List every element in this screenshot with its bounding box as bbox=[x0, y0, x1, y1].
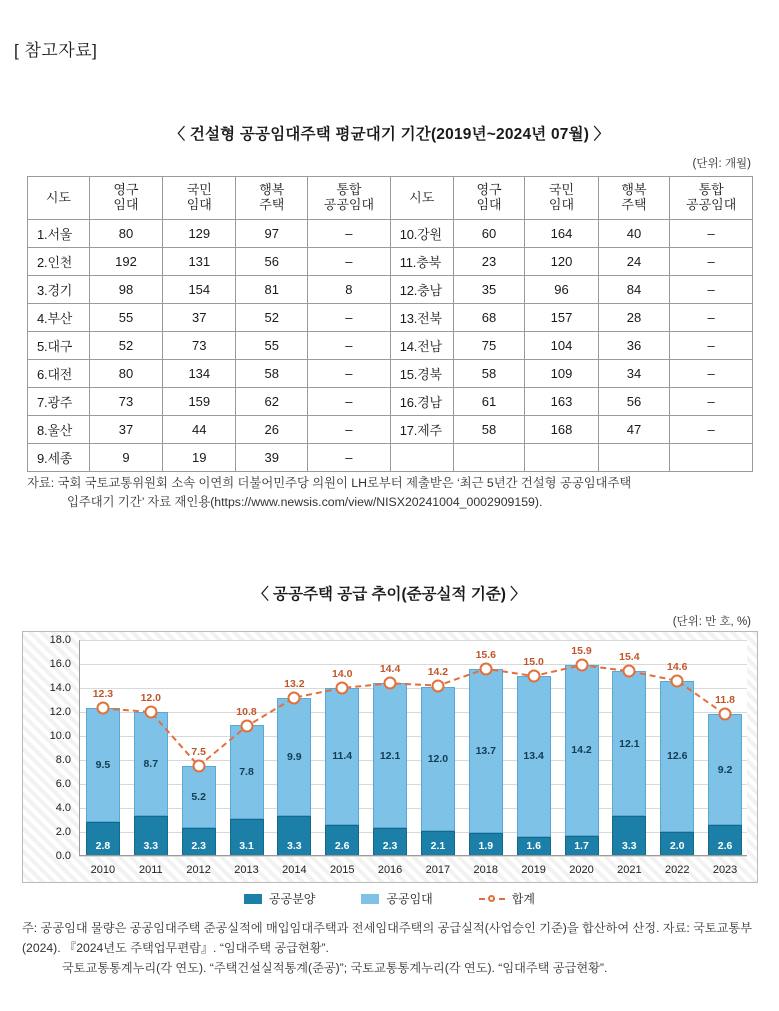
chart-bar-label-public-rental: 9.9 bbox=[287, 751, 302, 763]
chart-total-point bbox=[240, 720, 253, 733]
chart-title: 〈 공공주택 공급 추이(준공실적 기준) 〉 bbox=[253, 586, 526, 603]
chart-total-label: 7.5 bbox=[191, 746, 206, 758]
cell-region-left: 5.대구 bbox=[28, 332, 90, 360]
chart-y-tick-label: 8.0 bbox=[55, 754, 71, 766]
chart-total-label: 12.3 bbox=[92, 688, 114, 701]
chart-total-label: 11.8 bbox=[715, 694, 735, 707]
cell-permanent-right: 23 bbox=[453, 248, 525, 276]
chart-x-tick-label: 2020 bbox=[569, 864, 594, 876]
cell-permanent-right: 60 bbox=[453, 220, 525, 248]
col-header-permanent-left bbox=[89, 177, 162, 220]
cell-happy-left: 52 bbox=[236, 304, 308, 332]
cell-permanent-right: 75 bbox=[453, 332, 525, 360]
cell-happy-left: 62 bbox=[236, 388, 308, 416]
cell-national-left: 44 bbox=[163, 416, 236, 444]
chart-total-point bbox=[288, 691, 301, 704]
cell-national-right: 164 bbox=[525, 220, 598, 248]
legend-label-public-sale: 공공분양 bbox=[269, 892, 316, 906]
chart-x-tick-label: 2015 bbox=[329, 864, 355, 876]
chart-unit-note: (단위: 만 호, %) bbox=[672, 616, 751, 628]
chart-total-point bbox=[719, 708, 732, 721]
cell-permanent-left: 192 bbox=[89, 248, 162, 276]
cell-region-left: 2.인천 bbox=[28, 248, 90, 276]
chart-y-tick-label: 16.0 bbox=[49, 658, 71, 670]
chart-bar-label-public-sale: 1.7 bbox=[574, 840, 589, 852]
cell-region-left: 3.경기 bbox=[28, 276, 90, 304]
col-header-permanent-left-l2: 임대 bbox=[113, 197, 139, 212]
cell-region-left: 1.서울 bbox=[28, 220, 90, 248]
chart-total-point bbox=[479, 662, 492, 675]
table-row bbox=[28, 416, 753, 444]
chart-y-tick-label: 12.0 bbox=[49, 706, 71, 718]
cell-region-right: 17.제주 bbox=[390, 416, 453, 444]
cell-permanent-right: 35 bbox=[453, 276, 525, 304]
chart-bar-label-public-sale: 2.3 bbox=[191, 840, 206, 852]
cell-region-left: 7.광주 bbox=[28, 388, 90, 416]
cell-region-left: 4.부산 bbox=[28, 304, 90, 332]
cell-national-right: 168 bbox=[525, 416, 598, 444]
chart-bar-label-public-sale: 2.0 bbox=[669, 840, 685, 852]
cell-happy-left: 39 bbox=[236, 444, 308, 472]
table-row bbox=[28, 332, 753, 360]
col-header-happy-left-l1: 행복 bbox=[259, 182, 285, 198]
chart-total-label: 14.0 bbox=[331, 668, 353, 680]
cell-integrated-right: – bbox=[670, 332, 753, 360]
cell-national-right bbox=[525, 444, 598, 472]
chart-bar-label-public-sale: 2.1 bbox=[430, 840, 446, 852]
cell-national-right: 96 bbox=[525, 276, 598, 304]
legend-label-public-rental: 공공임대 bbox=[386, 892, 433, 906]
col-header-permanent-right-l2: 임대 bbox=[476, 197, 502, 212]
chart-y-tick-label: 10.0 bbox=[49, 730, 71, 742]
cell-permanent-left: 98 bbox=[89, 276, 162, 304]
cell-region-right: 11.충북 bbox=[390, 248, 453, 276]
cell-happy-right: 40 bbox=[598, 220, 670, 248]
cell-region-right: 12.충남 bbox=[390, 276, 453, 304]
chart-total-label: 14.4 bbox=[379, 663, 401, 676]
cell-region-left: 8.울산 bbox=[28, 416, 90, 444]
chart-bar-label-public-sale: 2.8 bbox=[95, 840, 111, 852]
cell-region-right: 13.전북 bbox=[390, 304, 453, 332]
col-header-integrated-right-l2: 공공임대 bbox=[686, 197, 737, 212]
chart-total-label: 13.2 bbox=[284, 677, 305, 690]
col-header-integrated-left-l1: 통합 bbox=[336, 182, 362, 198]
col-header-happy-right-l1: 행복 bbox=[621, 182, 647, 198]
cell-integrated-left: – bbox=[308, 220, 391, 248]
chart-y-tick-label: 18.0 bbox=[49, 634, 71, 646]
col-header-integrated-right-l1: 통합 bbox=[698, 182, 724, 198]
cell-integrated-left: 8 bbox=[308, 276, 391, 304]
table-source-line2: 입주대기 기간’ 자료 재인용(https://www.newsis.com/view/NISX20241004_0002909159). bbox=[67, 495, 543, 510]
chart-bar-label-public-rental: 14.2 bbox=[571, 744, 592, 757]
chart-total-point bbox=[96, 702, 109, 715]
cell-integrated-right: – bbox=[670, 360, 753, 388]
col-header-integrated-right bbox=[670, 177, 753, 220]
chart-total-label: 15.9 bbox=[571, 645, 592, 658]
col-header-national-left-l2: 임대 bbox=[186, 197, 212, 212]
cell-integrated-right: – bbox=[670, 276, 753, 304]
document-label: [ 참고자료] bbox=[14, 41, 98, 60]
chart-total-point bbox=[623, 665, 636, 678]
legend-label-total: 합계 bbox=[511, 892, 535, 906]
chart-bar-label-public-rental: 7.8 bbox=[239, 766, 254, 779]
legend-item-total bbox=[479, 890, 535, 907]
chart-bar-label-public-rental: 9.5 bbox=[95, 759, 111, 772]
cell-happy-left: 81 bbox=[236, 276, 308, 304]
cell-integrated-right: – bbox=[670, 220, 753, 248]
cell-permanent-left: 9 bbox=[89, 444, 162, 472]
chart-x-tick-label: 2017 bbox=[425, 864, 451, 876]
chart-x-axis bbox=[79, 855, 747, 856]
chart-bar-label-public-sale: 2.6 bbox=[334, 840, 350, 852]
chart-bar-label-public-rental: 12.0 bbox=[427, 752, 449, 765]
chart-plot-area bbox=[79, 640, 747, 856]
chart-y-tick-label: 2.0 bbox=[55, 826, 71, 838]
chart-total-point bbox=[527, 670, 540, 683]
col-header-national-right-l2: 임대 bbox=[548, 197, 575, 212]
chart-x-tick-label: 2010 bbox=[90, 864, 116, 876]
chart-total-point bbox=[144, 706, 157, 719]
col-header-happy-right-l2: 주택 bbox=[621, 197, 647, 212]
cell-permanent-left: 73 bbox=[89, 388, 162, 416]
cell-happy-left: 55 bbox=[236, 332, 308, 360]
chart-note-line2: 자료: 국토교통부(2024). 『2024년도 주택업무편람』. “임대주택 공급현황”. bbox=[22, 921, 752, 956]
col-header-national-right-l1: 국민 bbox=[548, 182, 575, 198]
cell-national-right: 120 bbox=[525, 248, 598, 276]
chart-bar-label-public-sale: 3.3 bbox=[287, 840, 302, 852]
chart-y-tick-label: 0.0 bbox=[55, 850, 71, 862]
table-row bbox=[28, 304, 753, 332]
chart-total-label: 14.6 bbox=[666, 660, 688, 673]
chart-footnotes bbox=[22, 918, 758, 978]
chart-x-tick-label: 2023 bbox=[712, 864, 738, 876]
table-unit-note: (단위: 개월) bbox=[692, 158, 751, 170]
legend-swatch-public-rental-icon bbox=[361, 894, 379, 904]
cell-happy-right: 24 bbox=[598, 248, 670, 276]
cell-happy-right: 28 bbox=[598, 304, 670, 332]
chart-bar-label-public-rental: 12.1 bbox=[379, 749, 401, 762]
chart-x-tick-label: 2019 bbox=[521, 864, 546, 876]
chart-note-line3: 국토교통통계누리(각 연도). “주택건설실적통계(준공)”; 국토교통통계누리(각 연도). “임대주택 공급현황”. bbox=[62, 961, 608, 976]
cell-permanent-right: 61 bbox=[453, 388, 525, 416]
legend-item-public-rental bbox=[361, 890, 432, 907]
col-header-national-right bbox=[525, 177, 598, 220]
chart-bar-label-public-sale: 1.9 bbox=[478, 840, 494, 852]
cell-permanent-left: 80 bbox=[89, 220, 162, 248]
cell-region-right bbox=[390, 444, 453, 472]
chart-total-label: 10.8 bbox=[236, 706, 257, 719]
chart-y-axis bbox=[79, 640, 80, 856]
cell-national-left: 154 bbox=[163, 276, 236, 304]
chart-x-tick-label: 2013 bbox=[234, 864, 259, 876]
cell-national-left: 131 bbox=[163, 248, 236, 276]
cell-region-left: 9.세종 bbox=[28, 444, 90, 472]
cell-region-right: 15.경북 bbox=[390, 360, 453, 388]
cell-national-left: 37 bbox=[163, 304, 236, 332]
table-row bbox=[28, 276, 753, 304]
cell-national-right: 109 bbox=[525, 360, 598, 388]
chart-total-point bbox=[671, 674, 684, 687]
cell-permanent-left: 80 bbox=[89, 360, 162, 388]
cell-permanent-left: 52 bbox=[89, 332, 162, 360]
cell-happy-right: 36 bbox=[598, 332, 670, 360]
col-header-permanent-left-l1: 영구 bbox=[113, 182, 139, 198]
col-header-integrated-left bbox=[308, 177, 391, 220]
cell-integrated-left: – bbox=[308, 416, 391, 444]
cell-region-right: 14.전남 bbox=[390, 332, 453, 360]
col-header-region-right: 시도 bbox=[390, 177, 453, 220]
cell-permanent-left: 37 bbox=[89, 416, 162, 444]
cell-happy-left: 97 bbox=[236, 220, 308, 248]
cell-permanent-right: 58 bbox=[453, 360, 525, 388]
cell-integrated-right: – bbox=[670, 304, 753, 332]
cell-national-right: 104 bbox=[525, 332, 598, 360]
col-header-region-left: 시도 bbox=[28, 177, 90, 220]
chart-bar-label-public-sale: 2.3 bbox=[382, 840, 398, 852]
chart-note-line1: 주: 공공임대 물량은 공공임대주택 준공실적에 매입임대주택과 전세임대주택의 공급실적(사업승인 기준)을 합산하여 산정. bbox=[22, 921, 660, 935]
chart-bar-label-public-rental: 13.7 bbox=[475, 745, 496, 757]
public-housing-supply-chart bbox=[22, 631, 758, 883]
chart-total-line bbox=[79, 640, 749, 856]
cell-permanent-right: 58 bbox=[453, 416, 525, 444]
cell-region-left: 6.대전 bbox=[28, 360, 90, 388]
table-row bbox=[28, 360, 753, 388]
chart-y-tick-label: 6.0 bbox=[55, 778, 71, 790]
cell-integrated-left: – bbox=[308, 248, 391, 276]
chart-total-label: 15.6 bbox=[475, 648, 496, 661]
cell-national-left: 134 bbox=[163, 360, 236, 388]
legend-item-public-sale bbox=[244, 890, 315, 907]
table-source-note bbox=[27, 474, 753, 512]
waiting-period-table bbox=[27, 176, 753, 472]
cell-national-right: 163 bbox=[525, 388, 598, 416]
cell-integrated-left: – bbox=[308, 332, 391, 360]
cell-happy-left: 26 bbox=[236, 416, 308, 444]
chart-total-point bbox=[192, 760, 205, 773]
chart-bar-label-public-rental: 12.1 bbox=[619, 737, 640, 750]
cell-national-right: 157 bbox=[525, 304, 598, 332]
chart-total-label: 14.2 bbox=[427, 665, 449, 678]
col-header-integrated-left-l2: 공공임대 bbox=[323, 197, 374, 212]
chart-total-label: 15.0 bbox=[523, 656, 544, 668]
chart-x-tick-label: 2011 bbox=[138, 864, 163, 876]
col-header-happy-left-l2: 주택 bbox=[259, 197, 285, 212]
chart-bar-label-public-sale: 3.3 bbox=[143, 840, 159, 852]
table-source-line1: 자료: 국회 국토교통위원회 소속 이연희 더불어민주당 의원이 LH로부터 제출받은 ‘최근 5년간 건설형 공공임대주택 bbox=[27, 476, 632, 490]
chart-total-label: 15.4 bbox=[619, 651, 640, 664]
cell-happy-right bbox=[598, 444, 670, 472]
cell-integrated-left: – bbox=[308, 444, 391, 472]
chart-bar-label-public-rental: 8.7 bbox=[143, 758, 159, 771]
chart-x-tick-label: 2014 bbox=[282, 864, 307, 876]
chart-bar-label-public-rental: 9.2 bbox=[717, 763, 733, 776]
col-header-national-left bbox=[163, 177, 236, 220]
col-header-happy-left bbox=[236, 177, 308, 220]
chart-bar-label-public-rental: 12.6 bbox=[666, 750, 688, 763]
cell-national-left: 19 bbox=[163, 444, 236, 472]
col-header-national-left-l1: 국민 bbox=[186, 182, 212, 198]
cell-permanent-right: 68 bbox=[453, 304, 525, 332]
table-row bbox=[28, 220, 753, 248]
chart-total-point bbox=[575, 659, 588, 672]
chart-total-point bbox=[336, 682, 349, 695]
cell-happy-right: 34 bbox=[598, 360, 670, 388]
chart-total-point bbox=[431, 679, 444, 692]
legend-swatch-total-line-icon bbox=[479, 894, 505, 904]
col-header-happy-right bbox=[598, 177, 670, 220]
cell-national-left: 159 bbox=[163, 388, 236, 416]
cell-region-right: 16.경남 bbox=[390, 388, 453, 416]
cell-permanent-right bbox=[453, 444, 525, 472]
table-header-row bbox=[28, 177, 753, 220]
col-header-permanent-right bbox=[453, 177, 525, 220]
chart-total-point bbox=[384, 677, 397, 690]
chart-gridline bbox=[79, 856, 747, 857]
table-row bbox=[28, 444, 753, 472]
cell-integrated-right bbox=[670, 444, 753, 472]
cell-national-left: 129 bbox=[163, 220, 236, 248]
chart-bar-label-public-rental: 11.4 bbox=[332, 750, 353, 763]
legend-swatch-public-sale-icon bbox=[244, 894, 262, 904]
table-title: 〈 건설형 공공임대주택 평균대기 기간(2019년~2024년 07월) 〉 bbox=[169, 126, 610, 143]
chart-y-tick-label: 14.0 bbox=[49, 682, 71, 694]
col-header-permanent-right-l1: 영구 bbox=[476, 182, 502, 198]
chart-x-tick-label: 2012 bbox=[186, 864, 211, 876]
cell-integrated-right: – bbox=[670, 416, 753, 444]
cell-permanent-left: 55 bbox=[89, 304, 162, 332]
chart-x-tick-label: 2021 bbox=[617, 864, 642, 876]
table-row bbox=[28, 388, 753, 416]
cell-national-left: 73 bbox=[163, 332, 236, 360]
cell-happy-right: 84 bbox=[598, 276, 670, 304]
cell-integrated-right: – bbox=[670, 388, 753, 416]
chart-bar-label-public-sale: 1.6 bbox=[526, 840, 541, 852]
cell-integrated-left: – bbox=[308, 304, 391, 332]
chart-bar-label-public-rental: 13.4 bbox=[523, 750, 544, 763]
cell-region-right: 10.강원 bbox=[390, 220, 453, 248]
cell-integrated-right: – bbox=[670, 248, 753, 276]
cell-happy-right: 56 bbox=[598, 388, 670, 416]
chart-total-label: 12.0 bbox=[140, 692, 161, 704]
chart-x-tick-label: 2022 bbox=[664, 864, 690, 876]
table-row bbox=[28, 248, 753, 276]
cell-happy-left: 56 bbox=[236, 248, 308, 276]
chart-legend bbox=[0, 890, 779, 907]
cell-happy-right: 47 bbox=[598, 416, 670, 444]
chart-x-tick-label: 2018 bbox=[473, 864, 499, 876]
chart-bar-label-public-sale: 2.6 bbox=[717, 840, 733, 852]
chart-x-tick-label: 2016 bbox=[377, 864, 403, 876]
cell-happy-left: 58 bbox=[236, 360, 308, 388]
cell-integrated-left: – bbox=[308, 388, 391, 416]
chart-y-tick-label: 4.0 bbox=[55, 802, 71, 814]
chart-bar-label-public-sale: 3.1 bbox=[239, 840, 254, 852]
chart-bar-label-public-sale: 3.3 bbox=[622, 840, 637, 852]
cell-integrated-left: – bbox=[308, 360, 391, 388]
chart-bar-label-public-rental: 5.2 bbox=[191, 791, 206, 804]
